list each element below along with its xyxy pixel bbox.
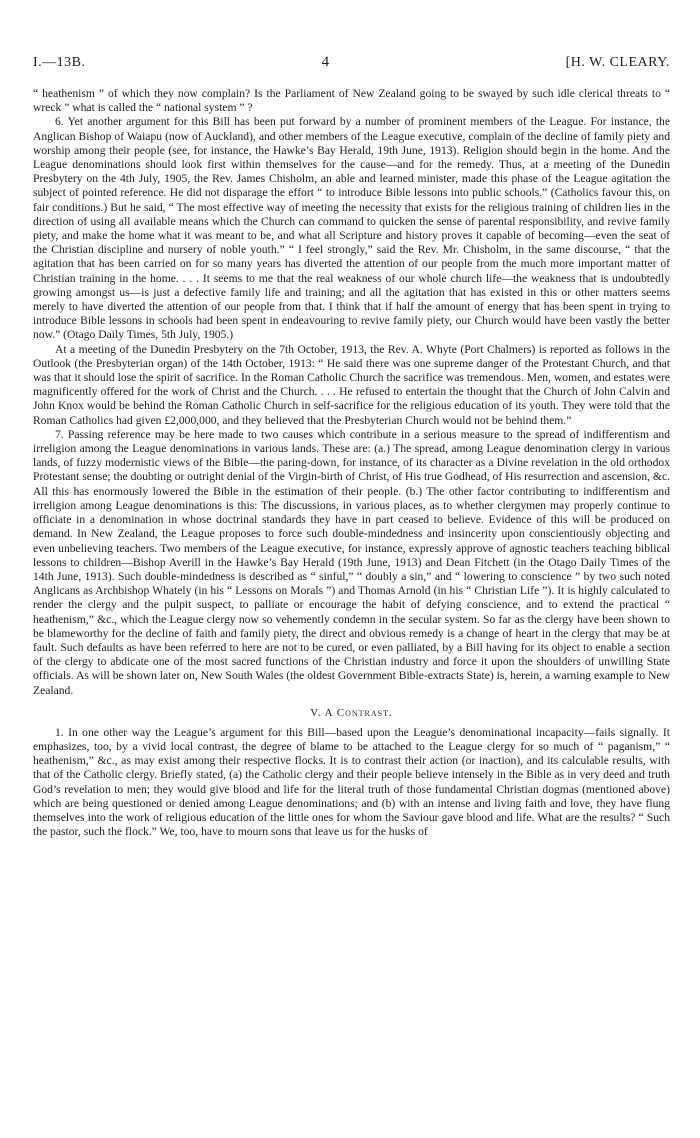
paragraph: “ heathenism ” of which they now complain? Is the Parliament of New Zealand going to be swayed by such idle clerical threats to “ wreck ” what is called the “ national system ” ? (33, 87, 670, 115)
page-number: 4 (321, 54, 330, 70)
header-author: [H. W. CLEARY. (565, 55, 670, 70)
header-reference: I.—13B. (33, 55, 86, 70)
paragraph: 7. Passing reference may be here made to two causes which contribute in a serious measure to the spread of indifferentism and irreligion among the League denominations in various lands. These are: (a.) The spread, among League denomination clergy in various lands, of fuzzy modernistic views of the Bible—the paring-down, for instance, of its character as a Divine revelation in the old orthodox Protestant sense; the doubting or outright denial of the Virgin-birth of Christ, of His true Godhead, of His resurrection and ascension, &c. All this has enormously lowered the Bible in the estimation of their people. (b.) The other factor contributing to indifferentism and irreligion among League denominations is this: The discussions, in various places, as to whether clergymen may properly continue to officiate in a denomination in whose doctrinal standards they have in part ceased to believe. Evidence of this will be produced on demand. In New Zealand, the League proposes to force such double-mindedness and insincerity upon conscientiously objecting and even unbelieving teachers. Two members of the League executive, for instance, expressly approve of agnostic teachers teaching biblical lessons to children—Bishop Averill in the Hawke’s Bay Herald (19th June, 1913) and Dean Fitchett (in the Otago Daily Times of the 14th June, 1913). Such double-mindedness is described as “ sinful,” “ doubly a sin,” and “ lowering to conscience ” by two such noted Anglicans as Archbishop Whately (in his “ Lessons on Morals ”) and Thomas Arnold (in his “ Christian Life ”). It is highly calculated to render the clergy and the pulpit suspect, to palliate or encourage the habit of defying conscience, and to extend the practical “ heathenism,” &c., which the League clergy now so vehemently condemn in the secular system. So far as the clergy have been shown to be blameworthy for the decline of faith and family piety, the direct and obvious remedy is a change of heart in the clergy that may be at fault. Such defaults as have been referred to here are not to be cured, or even palliated, by a Bill having for its object to enable a section of the clergy to abdicate one of the most sacred functions of the Christian industry and force it upon the shoulders of unwilling State officials. As will be shown later on, New South Wales (the oldest Government Bible-extracts State) is, herein, a warning example to New Zealand. (33, 427, 670, 697)
page-header (33, 54, 670, 71)
paragraph: 6. Yet another argument for this Bill has been put forward by a number of prominent members of the League. For instance, the Anglican Bishop of Waiapu (now of Auckland), and other members of the League executive, complain of the decline of family piety and worship among their people (see, for instance, the Hawke’s Bay Herald, 19th June, 1913). Religion should begin in the home. And the League denominations should look first within themselves for the cause—and for the remedy. Thus, at a meeting of the Dunedin Presbytery on the 4th July, 1905, the Rev. James Chisholm, an able and learned minister, made this phase of the League agitation the subject of pointed reference. He did not disparage the effort “ to introduce Bible lessons into public schools.” (Catholics favour this, on fair conditions.) But he said, “ The most effective way of meeting the necessity that exists for the religious training of children lies in the direction of using all available means which the Church can command to quicken the sense of parental responsibility, and revive family piety, and make the home what it was meant to be, and what all Scripture and history proves it capable of becoming—even the seat of the Christian discipline and nursery of noble youth.” “ I feel strongly,” said the Rev. Mr. Chisholm, in the same discourse, “ that the agitation that has been carried on for so many years has diverted the attention of our people from the much more important matter of Christian training in the home. . . . It seems to me that the real weakness of our whole church life—the weakness that is undoubtedly growing amongst us—is just a defective family life and training; and all the agitation that has existed in this or other matters seems merely to have diverted the attention of our people from that. I think that if half the amount of energy that has been spent in trying to introduce Bible lessons in schools had been spent in endeavouring to revive family piety, our Church would have been vastly the better now.” (Otago Daily Times, 5th July, 1905.) (33, 115, 670, 342)
document-body (33, 87, 670, 839)
paragraph: At a meeting of the Dunedin Presbytery on the 7th October, 1913, the Rev. A. Whyte (Port Chalmers) is reported as follows in the Outlook (the Presbyterian organ) of the 14th October, 1913: “ He said there was one supreme danger of the Protestant Church, and that was that it should lose the spirit of sacrifice. In the Roman Catholic Church the sacrifice was tremendous. Men, women, and estates were magnificently offered for the work of Christ and the Church. . . . He refused to entertain the thought that the Church of John Calvin and John Knox would be behind the Roman Catholic Church in self-sacrifice for the religious education of its youth. They were told that the Roman Catholics had given £2,000,000, and they believed that the Presbyterian Church would not be behind them.” (33, 342, 670, 427)
section-heading: V. A Contrast. (310, 706, 393, 719)
paragraph: 1. In one other way the League’s argument for this Bill—based upon the League’s denominational incapacity—fails signally. It emphasizes, too, by a vivid local contrast, the degree of blame to be attached to the League clergy for so much of “ paganism,” “ heathenism,” &c., as may exist among their respective flocks. It is to contrast their action (or inaction), and its calculable results, with that of the Catholic clergy. Briefly stated, (a) the Catholic clergy and their people believe intensely in the Bible as in very deed and truth God’s revelation to men; they would give blood and life for the literal truth of those fundamental Christian dogmas (mentioned above) which are being questioned or denied among League denominations; and (b) with an intense and living faith and love, they have flung themselves into the work of religious education of the little ones for whom the Saviour gave blood and life. What are the results? “ Such the pastor, such the flock.” We, too, have to mourn sons that leave us for the husks of (33, 725, 670, 839)
